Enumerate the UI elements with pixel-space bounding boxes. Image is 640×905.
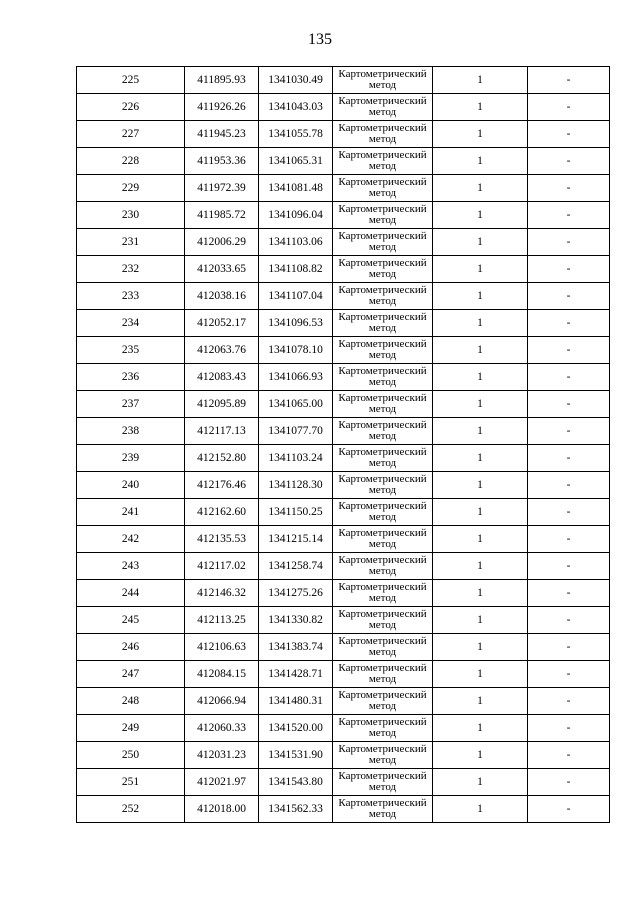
y-coordinate-cell: 1341562.33 [259, 796, 333, 823]
point-number-cell: 246 [77, 634, 185, 661]
table-row [77, 391, 610, 418]
point-number-cell: 230 [77, 202, 185, 229]
point-number-cell: 233 [77, 283, 185, 310]
note-cell: - [528, 175, 610, 202]
point-number-cell: 239 [77, 445, 185, 472]
table-row [77, 202, 610, 229]
y-coordinate-cell: 1341030.49 [259, 67, 333, 94]
y-coordinate-cell: 1341215.14 [259, 526, 333, 553]
note-cell: - [528, 688, 610, 715]
method-cell: Картометрический метод [333, 229, 433, 256]
y-coordinate-cell: 1341520.00 [259, 715, 333, 742]
method-cell: Картометрический метод [333, 310, 433, 337]
table-row [77, 121, 610, 148]
x-coordinate-cell: 412031.23 [185, 742, 259, 769]
accuracy-cell: 1 [433, 283, 528, 310]
coordinates-table [76, 66, 610, 823]
accuracy-cell: 1 [433, 418, 528, 445]
note-cell: - [528, 526, 610, 553]
x-coordinate-cell: 411945.23 [185, 121, 259, 148]
accuracy-cell: 1 [433, 634, 528, 661]
x-coordinate-cell: 411972.39 [185, 175, 259, 202]
accuracy-cell: 1 [433, 175, 528, 202]
table-row [77, 499, 610, 526]
note-cell: - [528, 337, 610, 364]
y-coordinate-cell: 1341383.74 [259, 634, 333, 661]
accuracy-cell: 1 [433, 229, 528, 256]
point-number-cell: 242 [77, 526, 185, 553]
method-cell: Картометрический метод [333, 121, 433, 148]
y-coordinate-cell: 1341077.70 [259, 418, 333, 445]
accuracy-cell: 1 [433, 472, 528, 499]
method-cell: Картометрический метод [333, 391, 433, 418]
x-coordinate-cell: 412066.94 [185, 688, 259, 715]
point-number-cell: 245 [77, 607, 185, 634]
table-row [77, 553, 610, 580]
method-cell: Картометрический метод [333, 634, 433, 661]
method-cell: Картометрический метод [333, 526, 433, 553]
note-cell: - [528, 742, 610, 769]
method-cell: Картометрический метод [333, 769, 433, 796]
point-number-cell: 232 [77, 256, 185, 283]
table-row [77, 472, 610, 499]
note-cell: - [528, 229, 610, 256]
method-cell: Картометрический метод [333, 661, 433, 688]
method-cell: Картометрический метод [333, 472, 433, 499]
table-row [77, 742, 610, 769]
y-coordinate-cell: 1341108.82 [259, 256, 333, 283]
point-number-cell: 248 [77, 688, 185, 715]
note-cell: - [528, 796, 610, 823]
method-cell: Картометрический метод [333, 175, 433, 202]
note-cell: - [528, 391, 610, 418]
y-coordinate-cell: 1341543.80 [259, 769, 333, 796]
accuracy-cell: 1 [433, 688, 528, 715]
table-row [77, 337, 610, 364]
method-cell: Картометрический метод [333, 580, 433, 607]
x-coordinate-cell: 412113.25 [185, 607, 259, 634]
point-number-cell: 244 [77, 580, 185, 607]
y-coordinate-cell: 1341081.48 [259, 175, 333, 202]
y-coordinate-cell: 1341428.71 [259, 661, 333, 688]
table-row [77, 256, 610, 283]
point-number-cell: 235 [77, 337, 185, 364]
accuracy-cell: 1 [433, 445, 528, 472]
point-number-cell: 252 [77, 796, 185, 823]
y-coordinate-cell: 1341066.93 [259, 364, 333, 391]
note-cell: - [528, 715, 610, 742]
table-row [77, 688, 610, 715]
note-cell: - [528, 418, 610, 445]
x-coordinate-cell: 411926.26 [185, 94, 259, 121]
accuracy-cell: 1 [433, 148, 528, 175]
method-cell: Картометрический метод [333, 337, 433, 364]
y-coordinate-cell: 1341531.90 [259, 742, 333, 769]
note-cell: - [528, 283, 610, 310]
point-number-cell: 229 [77, 175, 185, 202]
x-coordinate-cell: 412038.16 [185, 283, 259, 310]
table-row [77, 769, 610, 796]
y-coordinate-cell: 1341078.10 [259, 337, 333, 364]
y-coordinate-cell: 1341065.00 [259, 391, 333, 418]
point-number-cell: 241 [77, 499, 185, 526]
accuracy-cell: 1 [433, 94, 528, 121]
note-cell: - [528, 364, 610, 391]
point-number-cell: 240 [77, 472, 185, 499]
x-coordinate-cell: 412021.97 [185, 769, 259, 796]
point-number-cell: 243 [77, 553, 185, 580]
y-coordinate-cell: 1341128.30 [259, 472, 333, 499]
table-row [77, 175, 610, 202]
method-cell: Картометрический метод [333, 688, 433, 715]
method-cell: Картометрический метод [333, 499, 433, 526]
method-cell: Картометрический метод [333, 742, 433, 769]
x-coordinate-cell: 412018.00 [185, 796, 259, 823]
note-cell: - [528, 634, 610, 661]
accuracy-cell: 1 [433, 337, 528, 364]
x-coordinate-cell: 411985.72 [185, 202, 259, 229]
method-cell: Картометрический метод [333, 607, 433, 634]
table-row [77, 418, 610, 445]
accuracy-cell: 1 [433, 580, 528, 607]
table-row [77, 283, 610, 310]
point-number-cell: 225 [77, 67, 185, 94]
accuracy-cell: 1 [433, 661, 528, 688]
point-number-cell: 249 [77, 715, 185, 742]
y-coordinate-cell: 1341043.03 [259, 94, 333, 121]
point-number-cell: 227 [77, 121, 185, 148]
note-cell: - [528, 499, 610, 526]
method-cell: Картометрический метод [333, 715, 433, 742]
note-cell: - [528, 661, 610, 688]
y-coordinate-cell: 1341103.06 [259, 229, 333, 256]
method-cell: Картометрический метод [333, 553, 433, 580]
table-row [77, 715, 610, 742]
table-row [77, 229, 610, 256]
x-coordinate-cell: 412176.46 [185, 472, 259, 499]
point-number-cell: 231 [77, 229, 185, 256]
x-coordinate-cell: 412052.17 [185, 310, 259, 337]
method-cell: Картометрический метод [333, 256, 433, 283]
x-coordinate-cell: 412060.33 [185, 715, 259, 742]
x-coordinate-cell: 412117.02 [185, 553, 259, 580]
accuracy-cell: 1 [433, 310, 528, 337]
table-row [77, 661, 610, 688]
note-cell: - [528, 472, 610, 499]
y-coordinate-cell: 1341107.04 [259, 283, 333, 310]
x-coordinate-cell: 412006.29 [185, 229, 259, 256]
accuracy-cell: 1 [433, 202, 528, 229]
note-cell: - [528, 769, 610, 796]
y-coordinate-cell: 1341258.74 [259, 553, 333, 580]
y-coordinate-cell: 1341150.25 [259, 499, 333, 526]
method-cell: Картометрический метод [333, 148, 433, 175]
accuracy-cell: 1 [433, 769, 528, 796]
method-cell: Картометрический метод [333, 94, 433, 121]
note-cell: - [528, 202, 610, 229]
point-number-cell: 238 [77, 418, 185, 445]
accuracy-cell: 1 [433, 364, 528, 391]
table-row [77, 445, 610, 472]
y-coordinate-cell: 1341103.24 [259, 445, 333, 472]
y-coordinate-cell: 1341055.78 [259, 121, 333, 148]
accuracy-cell: 1 [433, 607, 528, 634]
x-coordinate-cell: 412083.43 [185, 364, 259, 391]
x-coordinate-cell: 412106.63 [185, 634, 259, 661]
accuracy-cell: 1 [433, 742, 528, 769]
coordinates-table-body [77, 67, 610, 823]
note-cell: - [528, 148, 610, 175]
x-coordinate-cell: 412084.15 [185, 661, 259, 688]
table-row [77, 94, 610, 121]
point-number-cell: 226 [77, 94, 185, 121]
x-coordinate-cell: 412162.60 [185, 499, 259, 526]
method-cell: Картометрический метод [333, 202, 433, 229]
x-coordinate-cell: 412146.32 [185, 580, 259, 607]
point-number-cell: 228 [77, 148, 185, 175]
note-cell: - [528, 121, 610, 148]
point-number-cell: 247 [77, 661, 185, 688]
accuracy-cell: 1 [433, 67, 528, 94]
accuracy-cell: 1 [433, 391, 528, 418]
y-coordinate-cell: 1341330.82 [259, 607, 333, 634]
point-number-cell: 251 [77, 769, 185, 796]
page-number: 135 [308, 31, 332, 48]
method-cell: Картометрический метод [333, 796, 433, 823]
x-coordinate-cell: 411895.93 [185, 67, 259, 94]
point-number-cell: 236 [77, 364, 185, 391]
x-coordinate-cell: 412117.13 [185, 418, 259, 445]
accuracy-cell: 1 [433, 499, 528, 526]
table-row [77, 148, 610, 175]
method-cell: Картометрический метод [333, 283, 433, 310]
x-coordinate-cell: 412033.65 [185, 256, 259, 283]
y-coordinate-cell: 1341275.26 [259, 580, 333, 607]
note-cell: - [528, 94, 610, 121]
note-cell: - [528, 310, 610, 337]
point-number-cell: 237 [77, 391, 185, 418]
accuracy-cell: 1 [433, 796, 528, 823]
table-row [77, 634, 610, 661]
table-row [77, 67, 610, 94]
note-cell: - [528, 580, 610, 607]
method-cell: Картометрический метод [333, 364, 433, 391]
y-coordinate-cell: 1341480.31 [259, 688, 333, 715]
accuracy-cell: 1 [433, 121, 528, 148]
accuracy-cell: 1 [433, 715, 528, 742]
method-cell: Картометрический метод [333, 445, 433, 472]
y-coordinate-cell: 1341096.53 [259, 310, 333, 337]
note-cell: - [528, 67, 610, 94]
point-number-cell: 234 [77, 310, 185, 337]
accuracy-cell: 1 [433, 553, 528, 580]
table-row [77, 364, 610, 391]
accuracy-cell: 1 [433, 256, 528, 283]
x-coordinate-cell: 411953.36 [185, 148, 259, 175]
table-row [77, 310, 610, 337]
note-cell: - [528, 256, 610, 283]
note-cell: - [528, 553, 610, 580]
y-coordinate-cell: 1341065.31 [259, 148, 333, 175]
table-row [77, 526, 610, 553]
table-row [77, 607, 610, 634]
note-cell: - [528, 607, 610, 634]
note-cell: - [528, 445, 610, 472]
x-coordinate-cell: 412135.53 [185, 526, 259, 553]
x-coordinate-cell: 412095.89 [185, 391, 259, 418]
x-coordinate-cell: 412152.80 [185, 445, 259, 472]
x-coordinate-cell: 412063.76 [185, 337, 259, 364]
y-coordinate-cell: 1341096.04 [259, 202, 333, 229]
accuracy-cell: 1 [433, 526, 528, 553]
table-row [77, 796, 610, 823]
point-number-cell: 250 [77, 742, 185, 769]
method-cell: Картометрический метод [333, 418, 433, 445]
method-cell: Картометрический метод [333, 67, 433, 94]
table-row [77, 580, 610, 607]
